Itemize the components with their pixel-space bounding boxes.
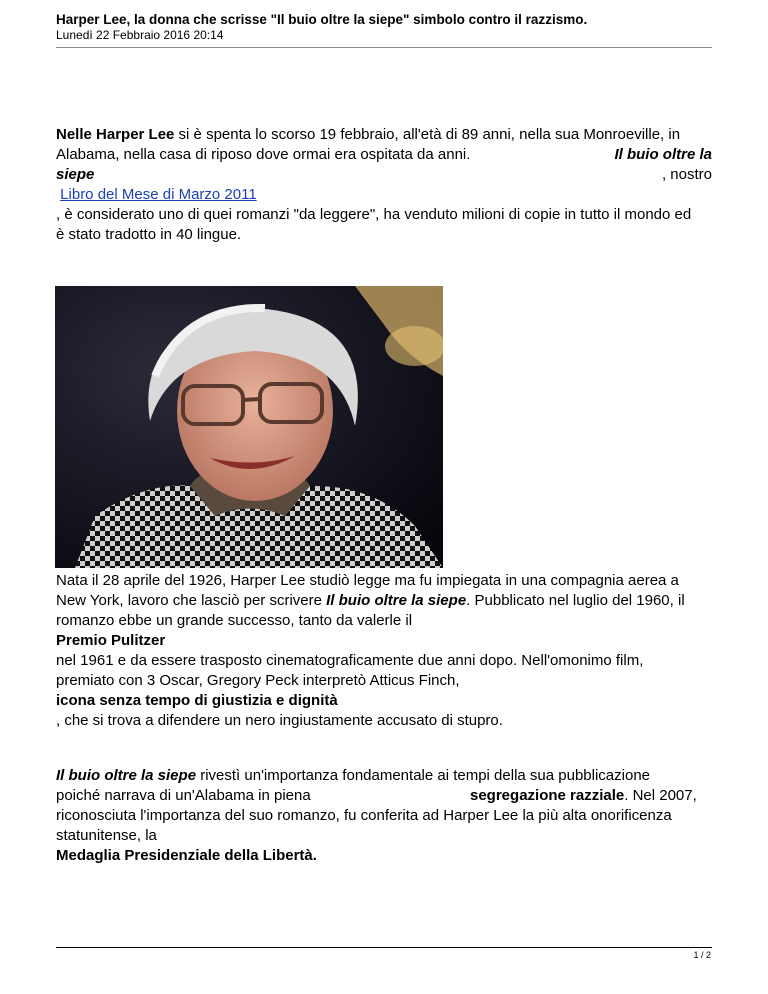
- author-name: Nelle Harper Lee: [56, 126, 175, 143]
- book-title: Il buio oltre la: [614, 146, 712, 163]
- book-title-legacy: Il buio oltre la siepe: [56, 767, 197, 784]
- header-title: Harper Lee, la donna che scrisse "Il buio oltre la siepe" simbolo contro il razzismo.: [56, 12, 588, 27]
- header-date: Lunedì 22 Febbraio 2016 20:14: [56, 28, 224, 42]
- paragraph-legacy: Il buio oltre la siepe rivestì un'importanza fondamentale ai tempi della sua pubblicazione poiché narrava di un'Alabama in piena segregazione razziale. Nel 2007, riconosciuta l'importanza del suo romanzo, fu conferita ad Harper Lee la più alta onorificenza statunitense, la Medaglia Presidenziale della Libertà.: [56, 767, 697, 864]
- book-title-cont: siepe: [56, 166, 95, 183]
- book-title-inline: Il buio oltre la siepe: [326, 592, 467, 609]
- segregation-phrase: segregazione razziale: [470, 787, 625, 804]
- icon-phrase: icona senza tempo di giustizia e dignità: [56, 692, 338, 709]
- paragraph-biography: Nata il 28 aprile del 1926, Harper Lee studiò legge ma fu impiegata in una compagnia aerea a New York, lavoro che lasciò per scrivere Il buio oltre la siepe. Pubblicato nel luglio del 1960, il romanzo ebbe un grande successo, tanto da valerle il Premio Pulitzer nel 1961 e da essere trasposto cinematograficamente due anni dopo. Nell'omonimo film, premiato con 3 Oscar, Gregory Peck interpretò Atticus Finch, icona senza tempo di giustizia e dignità , che si trova a difendere un nero ingiustamente accusato di stupro.: [56, 572, 685, 729]
- page-number: 1 / 2: [693, 950, 711, 960]
- book-of-month-link[interactable]: Libro del Mese di Marzo 2011: [60, 186, 257, 203]
- medal-phrase: Medaglia Presidenziale della Libertà.: [56, 847, 317, 864]
- paragraph-intro: Nelle Harper Lee si è spenta lo scorso 19 febbraio, all'età di 89 anni, nella sua Monroeville, in Alabama, nella casa di riposo dove ormai era ospitata da anni. Il buio oltre la siepe , nostro Libro del Mese di Marzo 2011 , è considerato uno di quei romanzi "da leggere", ha venduto milioni di copie in tutto il mondo ed è stato tradotto in 40 lingue.: [56, 126, 712, 243]
- page-header: [56, 12, 712, 43]
- footer-divider: [56, 947, 712, 948]
- harper-lee-photo: [55, 286, 443, 568]
- pulitzer-prize: Premio Pulitzer: [56, 632, 166, 649]
- header-divider: [56, 47, 712, 48]
